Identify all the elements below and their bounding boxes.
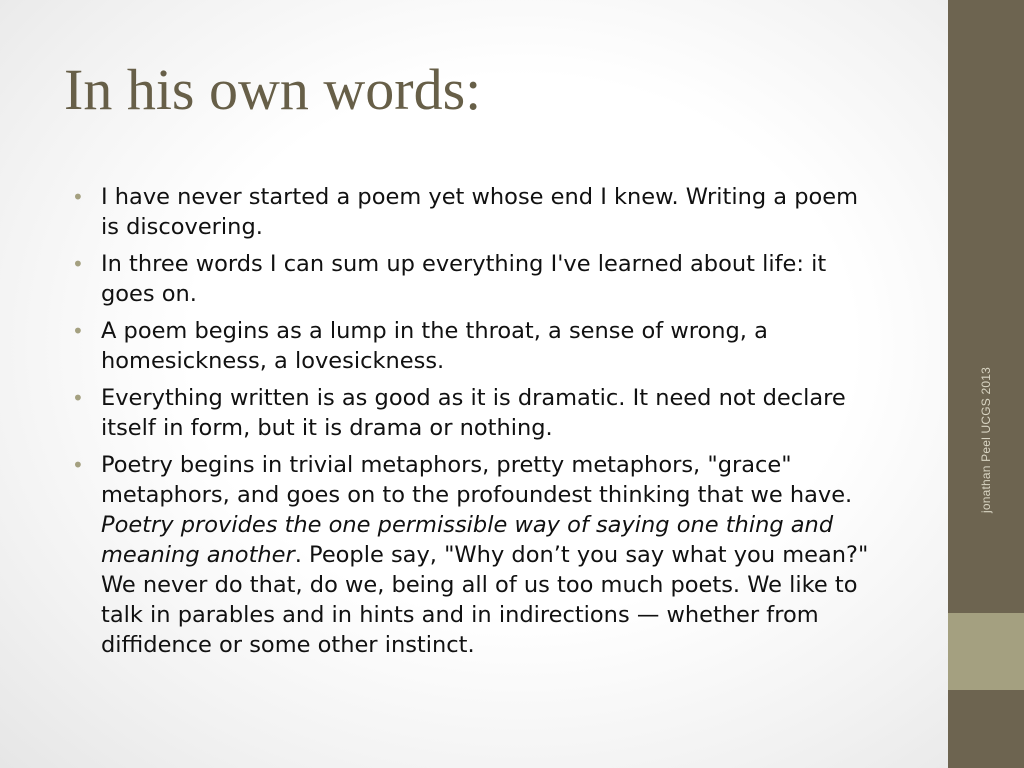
bullet-italic-text: Poetry provides the one permissible way of saying one thing and meaning another [101, 512, 834, 568]
bullet-item: • I have never started a poem yet whose end I knew. Writing a poem is discovering. [72, 182, 872, 242]
bullet-text: Poetry begins in trivial metaphors, pretty metaphors, "grace" metaphors, and goes on to the profoundest thinking that we have. [101, 452, 853, 508]
footer-credit: jonathan Peel UCGS 2013 [979, 366, 993, 514]
bullet-item: • Everything written is as good as it is dramatic. It need not declare itself in form, but it is drama or nothing. [72, 383, 872, 443]
slide-title: In his own words: [64, 57, 482, 122]
bullet-item: • In three words I can sum up everything I've learned about life: it goes on. [72, 249, 872, 309]
bullet-item: • A poem begins as a lump in the throat, a sense of wrong, a homesickness, a lovesickness. [72, 316, 872, 376]
side-accent-block [948, 613, 1024, 690]
bullet-item [72, 450, 872, 660]
bullet-text: . People say, "Why don’t you say what you mean?" We never do that, do we, being all of us too much poets. We like to talk in parables and in hints and in indirections — whether from diffidence or some other instinct. [101, 542, 869, 658]
bullet-list [72, 182, 872, 667]
